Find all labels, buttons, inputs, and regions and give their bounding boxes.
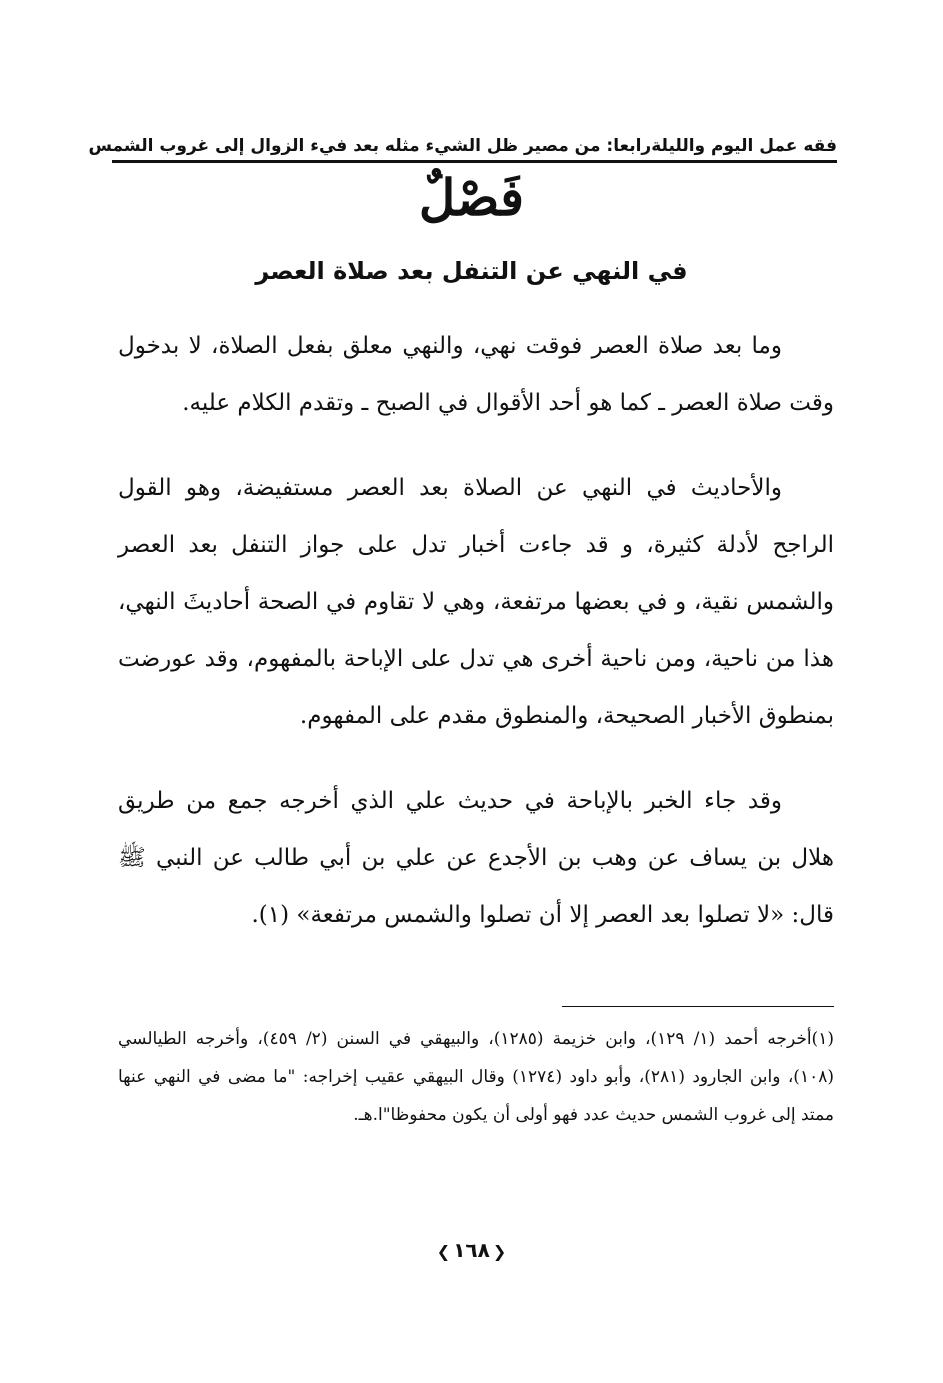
page-number-block xyxy=(0,1238,943,1262)
paragraph-2: والأحاديث في النهي عن الصلاة بعد العصر مستفيضة، وهو القول الراجح لأدلة كثيرة، و قد جاءت أخبار تدل على جواز التنفل بعد العصر والشمس نقية، و في بعضها مرتفعة، وهي لا تقاوم في الصحة أحاديثَ النهي، هذا من ناحية، ومن ناحية أخرى هي تدل على الإباحة بالمفهوم، وقد عورضت بمنطوق الأخبار الصحيحة، والمنطوق مقدم على المفهوم. xyxy=(118,475,834,729)
paragraph-1: وما بعد صلاة العصر فوقت نهي، والنهي معلق بفعل الصلاة، لا بدخول وقت صلاة العصر ـ كما هو أحد الأقوال في الصبح ـ وتقدم الكلام عليه. xyxy=(118,333,834,416)
ornament-right-icon: ❮ xyxy=(492,1242,507,1261)
footnotes xyxy=(118,1020,834,1134)
footnote-divider xyxy=(562,1006,834,1007)
ornament-left-icon: ❯ xyxy=(436,1242,451,1261)
footnote-1: (١)أخرجه أحمد (١/ ١٢٩)، وابن خزيمة (١٢٨٥)، والبيهقي في السنن (٢/ ٤٥٩)، وأخرجه الطيالسي (١٠٨)، وابن الجارود (٢٨١)، وأبو داود (١٢٧٤) وقال البيهقي عقيب إخراجه: "ما مضى في النهي عنها ممتد إلى غروب الشمس حديث عدد فهو أولى أن يكون محفوظا"ا.هـ. xyxy=(118,1029,834,1125)
paragraph-3: وقد جاء الخبر بالإباحة في حديث علي الذي أخرجه جمع من طريق هلال بن يساف عن وهب بن الأجدع عن علي بن أبي طالب عن النبي ﷺ قال: «لا تصلوا بعد العصر إلا أن تصلوا والشمس مرتفعة» (١). xyxy=(118,788,834,928)
running-header xyxy=(88,122,837,163)
body-text xyxy=(118,318,834,972)
header-chapter-title: رابعا: من مصير ظل الشيء مثله بعد فيء الزوال إلى غروب الشمس xyxy=(88,136,652,156)
page-number: ١٦٨ xyxy=(453,1238,490,1262)
section-title: في النهي عن التنفل بعد صلاة العصر xyxy=(255,257,688,285)
header-book-title: فقه عمل اليوم والليلة xyxy=(651,136,837,156)
section-heading-word: فَصْلٌ xyxy=(418,168,525,227)
